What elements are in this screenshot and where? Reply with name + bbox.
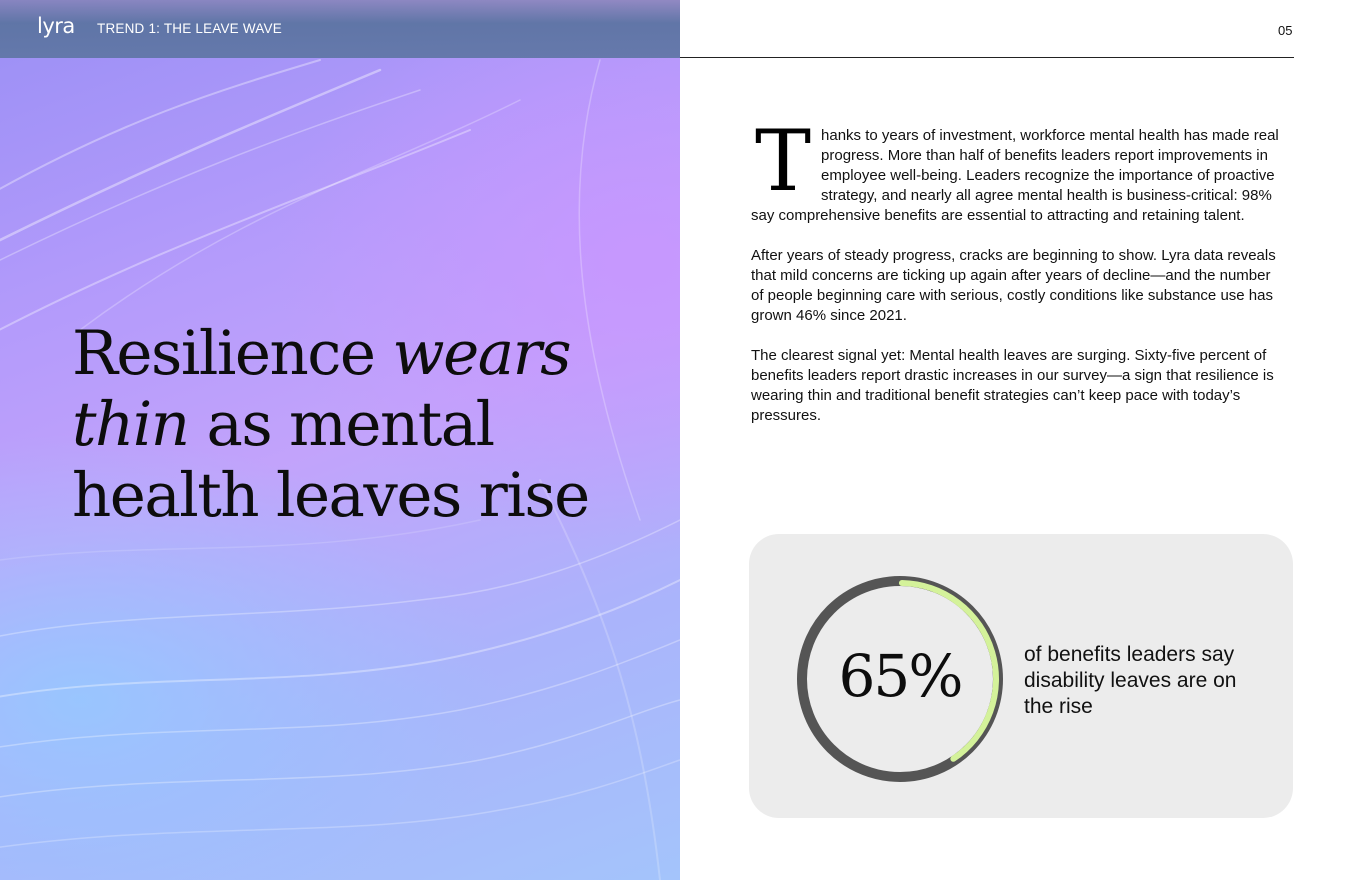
- headline-text: Resilience: [72, 318, 393, 389]
- headline-text-end: as mental health leaves rise: [72, 389, 589, 531]
- drop-cap: T: [755, 112, 812, 210]
- stat-card: [749, 534, 1293, 818]
- paragraph-2: After years of steady progress, cracks are beginning to show. Lyra data reveals that mild concerns are ticking up again after years of decline—and the number of people beginning care with serious, costly conditions like substance use has grown 46% since 2021.: [751, 247, 1276, 324]
- paragraph-1: [751, 112, 1286, 226]
- stat-description: of benefits leaders say disability leaves are on the rise: [1024, 643, 1237, 718]
- article-body: [751, 112, 1286, 446]
- headline-italic-text: wears thin: [72, 318, 571, 460]
- stat-value: 65%: [838, 642, 962, 710]
- lyra-logo[interactable]: lyra: [37, 14, 75, 38]
- paragraph-1-text: hanks to years of investment, workforce mental health has made real progress. More than half of benefits leaders report improvements in employee well-being. Leaders recognize the importance of proactive strategy, and nearly all agree mental health is business-critical: 98% say comprehensive benefits are essential to attracting and retaining talent.: [751, 127, 1279, 224]
- page-headline: [72, 318, 632, 531]
- paragraph-3: The clearest signal yet: Mental health leaves are surging. Sixty-five percent of benefits leaders report drastic increases in our survey—a sign that resilience is wearing thin and traditional benefit strategies can’t keep pace with today’s pressures.: [751, 347, 1274, 424]
- section-label: TREND 1: THE LEAVE WAVE: [97, 21, 282, 36]
- header-divider: [680, 57, 1294, 58]
- page-number: 05: [1278, 23, 1293, 38]
